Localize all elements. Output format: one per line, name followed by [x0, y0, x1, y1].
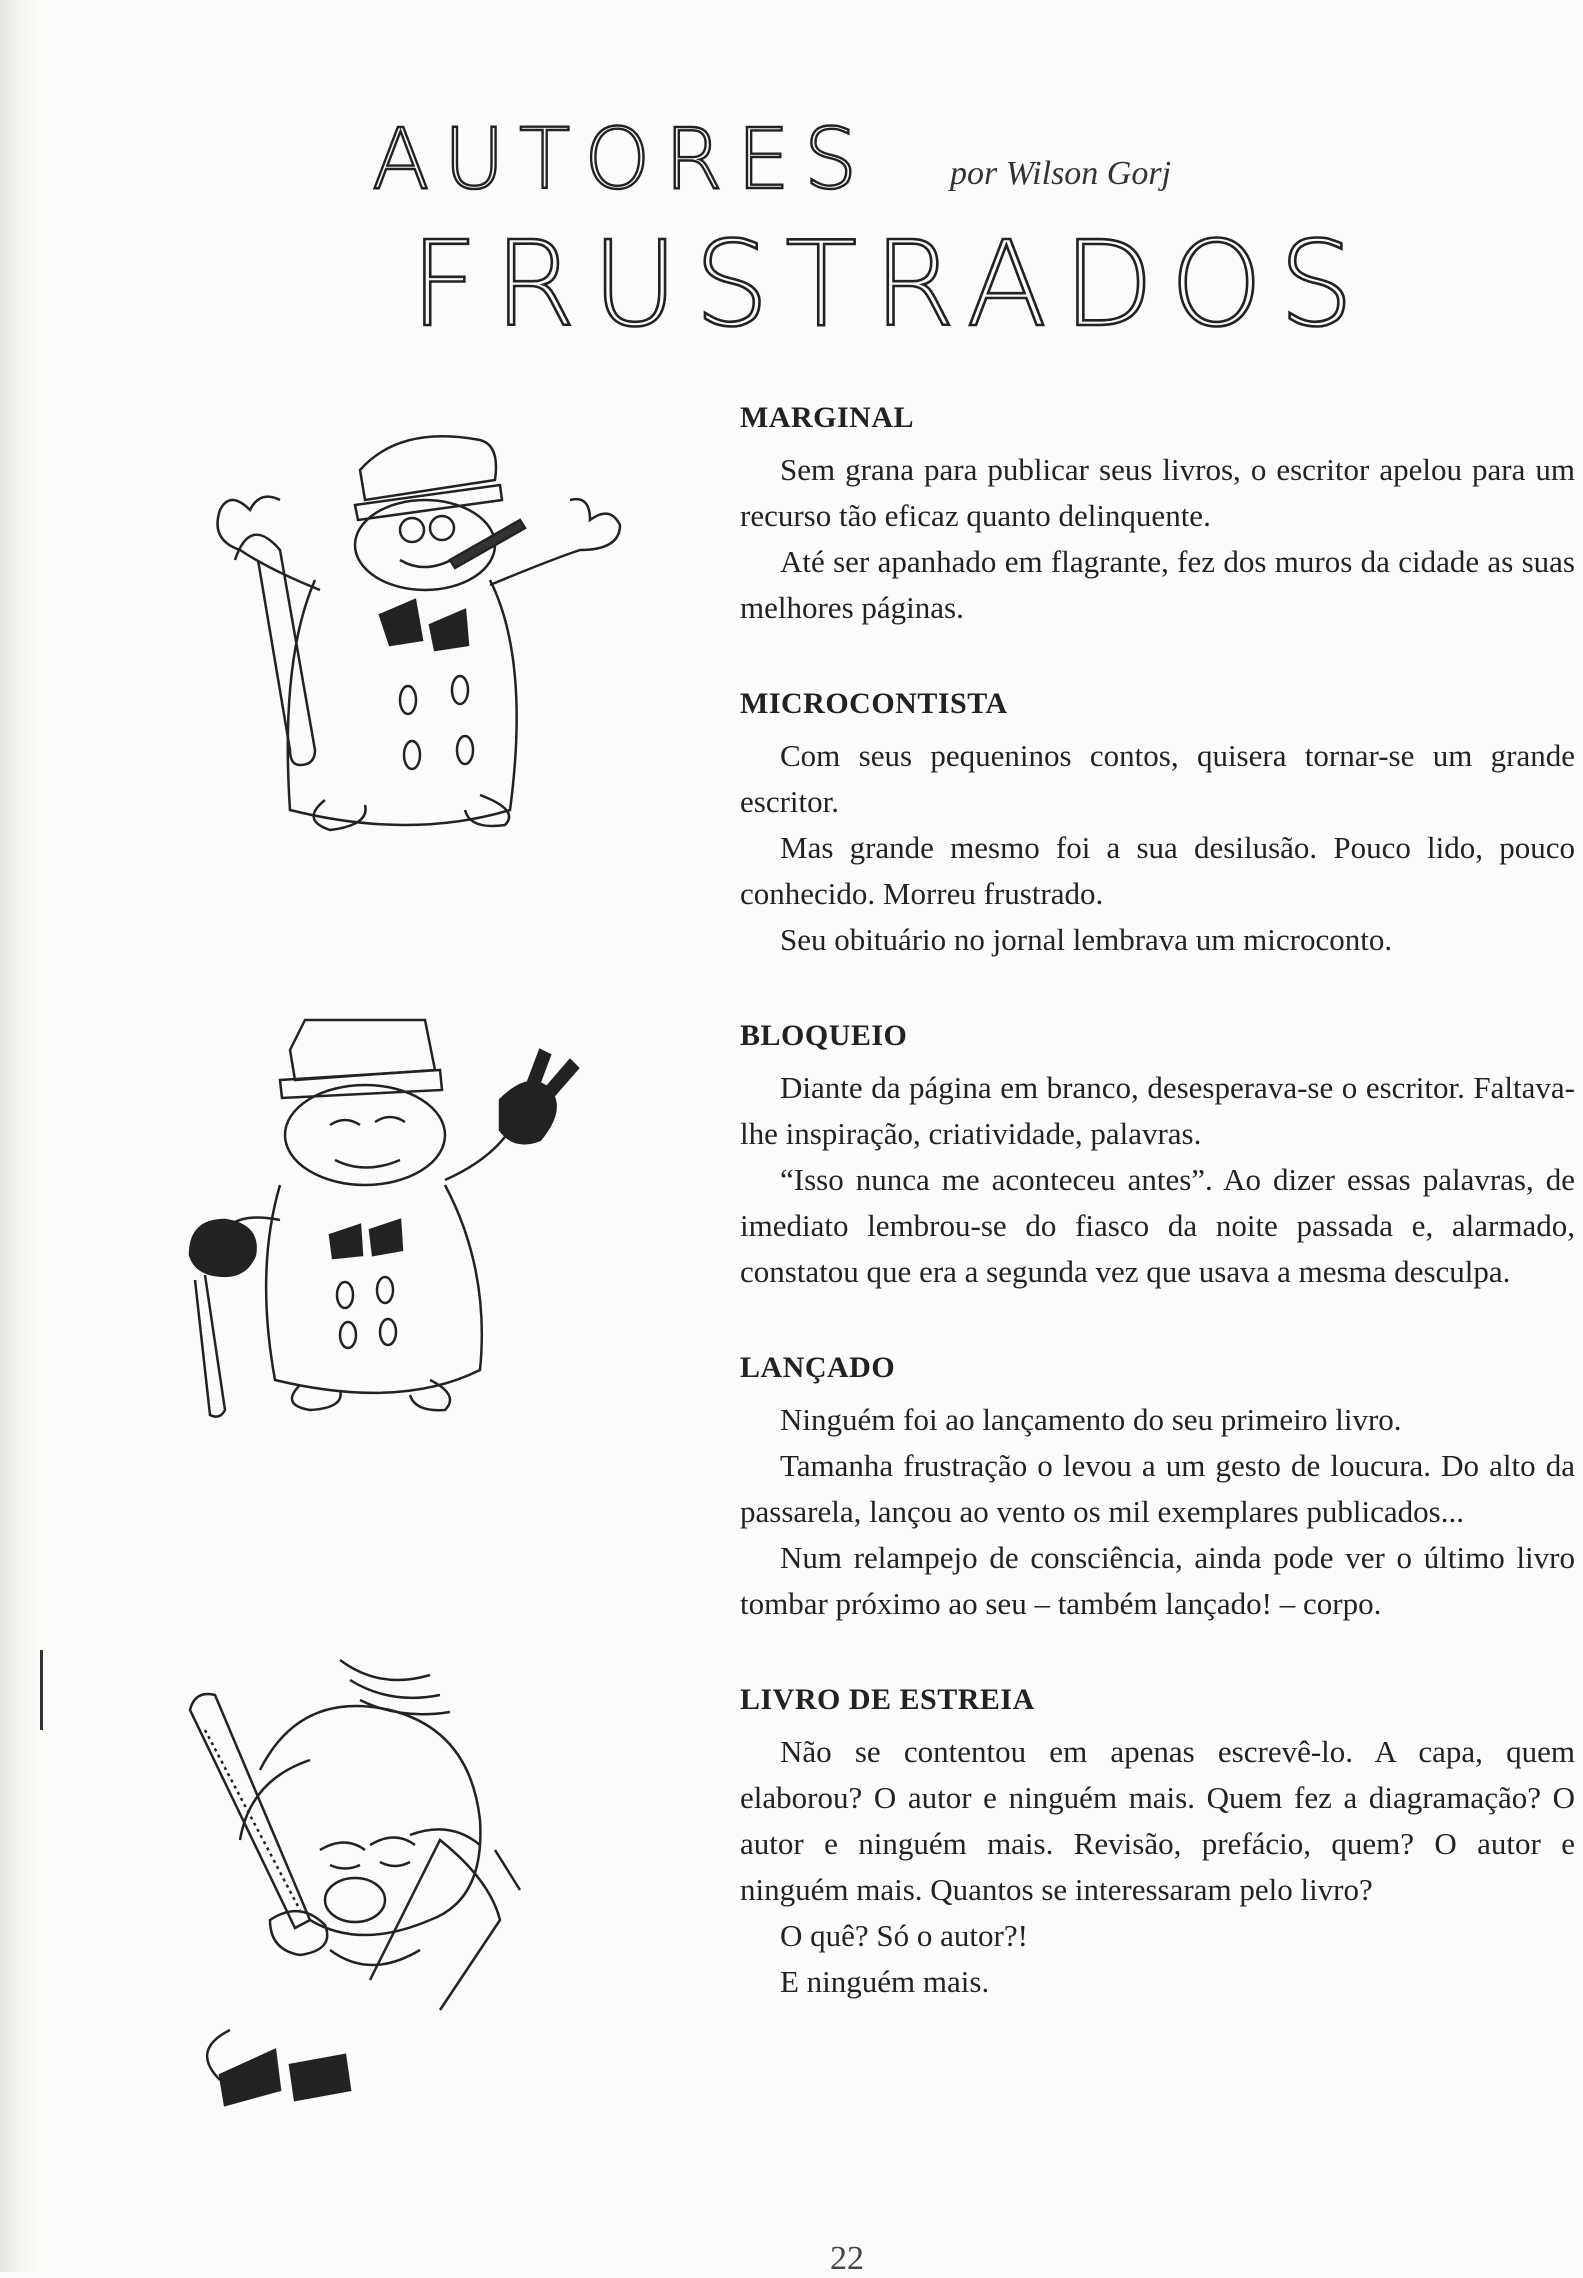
- paragraph: Seu obituário no jornal lembrava um microconto.: [780, 922, 1393, 957]
- paragraph: Com seus pequeninos contos, quisera tornar-se um grande escritor.: [740, 738, 1575, 819]
- paragraph: Não se contentou em apenas escrevê-lo. A capa, quem elaborou? O autor e ninguém mais. Quem fez a diagramação? O autor e ninguém mais. Revisão, prefácio, quem? O autor e ninguém mais. Quantos se interessaram pelo livro?: [740, 1734, 1575, 1907]
- section-bloqueio: [740, 1013, 1575, 1295]
- section-heading: LANÇADO: [740, 1351, 896, 1384]
- paragraph: O quê? Só o autor?!: [780, 1918, 1028, 1953]
- section-livro-de-estreia: [740, 1677, 1575, 2005]
- paragraph: E ninguém mais.: [780, 1964, 990, 1999]
- paragraph: “Isso nunca me aconteceu antes”. Ao dizer essas palavras, de imediato lembrou-se do fiasco da noite passada e, alarmado, constatou que era a segunda vez que usava a mesma desculpa.: [740, 1162, 1575, 1289]
- cartoon-man-with-cigar-and-cane-icon: [150, 400, 710, 850]
- binding-mark: [40, 1650, 43, 1730]
- paragraph: Ninguém foi ao lançamento do seu primeiro livro.: [780, 1402, 1402, 1437]
- paragraph: Até ser apanhado em flagrante, fez dos muros da cidade as suas melhores páginas.: [740, 544, 1575, 625]
- byline: por Wilson Gorj: [950, 155, 1172, 192]
- page-edge: [0, 0, 40, 2272]
- section-heading: MARGINAL: [740, 401, 914, 434]
- cartoon-man-with-hat-and-cane-icon: [170, 1010, 690, 1430]
- section-heading: LIVRO DE ESTREIA: [740, 1683, 1035, 1716]
- title-line2: FRUSTRADOS: [410, 215, 1370, 353]
- section-heading: BLOQUEIO: [740, 1019, 908, 1052]
- section-marginal: [740, 395, 1575, 631]
- section-microcontista: [740, 681, 1575, 963]
- page-number: 22: [830, 2240, 864, 2277]
- paragraph: Num relampejo de consciência, ainda pode ver o último livro tombar próximo ao seu – também lançado! – corpo.: [740, 1540, 1575, 1621]
- article-body: [740, 395, 1575, 2055]
- paragraph: Mas grande mesmo foi a sua desilusão. Pouco lido, pouco conhecido. Morreu frustrado.: [740, 830, 1575, 911]
- title-line1: AUTORES: [372, 110, 872, 208]
- paragraph: Diante da página em branco, desesperava-se o escritor. Faltava-lhe inspiração, criatividade, palavras.: [740, 1070, 1575, 1151]
- section-heading: MICROCONTISTA: [740, 687, 1008, 720]
- section-lancado: [740, 1345, 1575, 1627]
- cartoon-man-smoking-cigar-icon: [150, 1650, 650, 2130]
- paragraph: Tamanha frustração o levou a um gesto de loucura. Do alto da passarela, lançou ao vento os mil exemplares publicados...: [740, 1448, 1575, 1529]
- paragraph: Sem grana para publicar seus livros, o escritor apelou para um recurso tão eficaz quanto delinquente.: [740, 452, 1575, 533]
